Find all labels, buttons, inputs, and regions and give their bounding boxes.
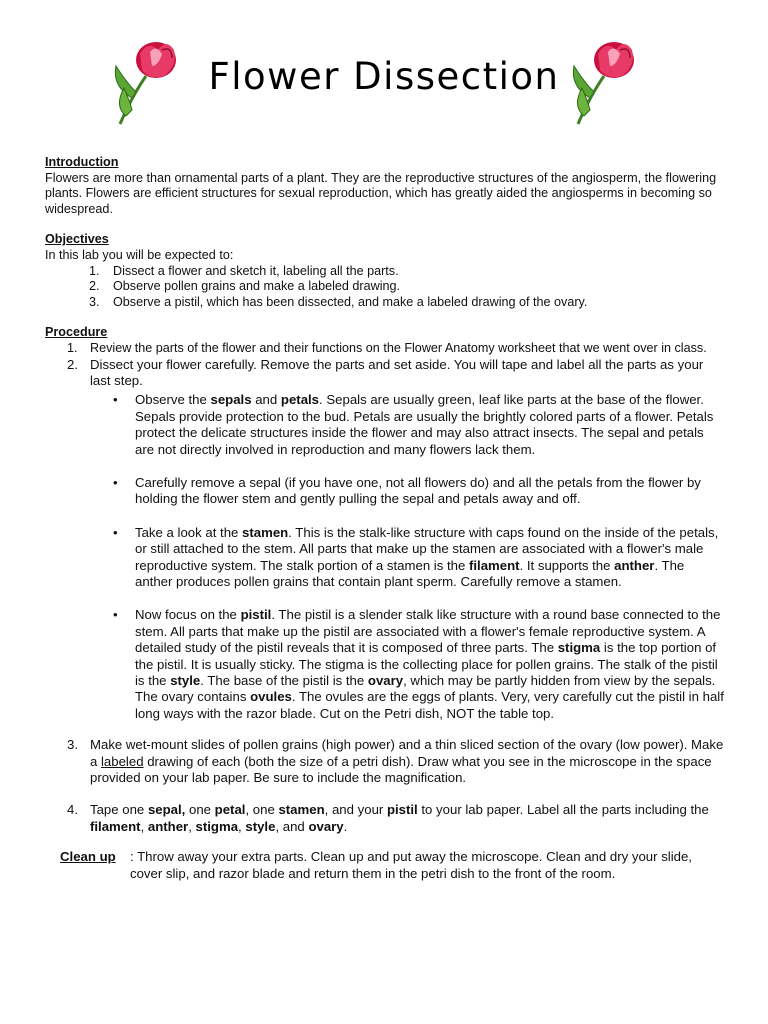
text-run: , and your: [324, 802, 387, 818]
worksheet-body: [45, 155, 725, 882]
term-ovary: ovary: [308, 818, 344, 834]
objectives-lead: In this lab you will be expected to:: [45, 247, 234, 262]
item-number: 3.: [89, 294, 100, 309]
intro-text: Flowers are more than ornamental parts of a plant. They are the reproductive structures of the angiosperm, the flowering plants. Flowers are efficient structures for sexual reproduction, which has greatly aided the angiosperms in becoming so widespread.: [45, 170, 717, 216]
item-number: 1.: [89, 263, 100, 278]
text-run: , one: [245, 802, 279, 818]
bullet-icon: •: [113, 392, 118, 408]
objectives-heading: Objectives: [45, 232, 109, 247]
term-style: style: [245, 818, 276, 834]
text-run: Make wet-mount slides of pollen grains (high power) and a thin sliced section of the ovary (low power). Make a: [90, 737, 724, 769]
step-number: 4.: [67, 802, 78, 818]
term-filament: filament: [469, 557, 520, 573]
procedure-step-2: [45, 357, 725, 390]
bullet-item: [45, 607, 725, 722]
text-run: one: [185, 802, 215, 818]
text-run: .: [343, 818, 348, 834]
term-petal: petal: [214, 802, 246, 818]
text-run: ,: [238, 818, 246, 834]
term-style: style: [170, 673, 201, 689]
text-run: . The anther produces pollen grains that contain plant sperm. Carefully remove a stamen.: [135, 557, 685, 589]
text-run: ,: [188, 818, 196, 834]
bullet-icon: •: [113, 474, 118, 490]
procedure-step-1: [45, 341, 725, 357]
step-number: 3.: [67, 737, 78, 753]
text-run: is the top portion of the pistil. It is usually sticky. The stigma is the collecting place for pollen grains. The stalk of the pistil is the: [135, 640, 718, 689]
text-run: Tape one: [90, 802, 148, 818]
cleanup-section: [45, 849, 725, 882]
term-pistil: pistil: [386, 802, 418, 818]
text-run: . Sepals are usually green, leaf like parts at the base of the flower. Sepals provide protection to the bud. Petals are usually the brightly colored parts of a flower. Petals protect the delicate structures inside the flower and may also attract insects. The sepal and petals are not directly involved in reproduction and many flowers lack them.: [135, 392, 714, 457]
list-item: [45, 264, 725, 280]
item-text: Dissect a flower and sketch it, labeling all the parts.: [113, 263, 399, 278]
item-text: Observe a pistil, which has been dissected, and make a labeled drawing of the ovary.: [113, 294, 588, 309]
bullet-icon: •: [113, 607, 118, 623]
page-title: Flower Dissection: [208, 55, 560, 98]
objectives-section: [45, 232, 725, 310]
text-run: Carefully remove a sepal (if you have one, not all flowers do) and all the petals from the flower by holding the flower stem and gently pulling the sepal and petals away and off.: [135, 474, 701, 507]
term-stamen: stamen: [242, 524, 289, 540]
text-run: Observe the: [135, 392, 211, 408]
bullet-item: [45, 475, 725, 508]
text-run: . The base of the pistil is the: [200, 673, 368, 689]
underlined-word: labeled: [101, 753, 144, 769]
list-item: [45, 295, 725, 311]
text-run: Now focus on the: [135, 607, 241, 623]
procedure-section: [45, 325, 725, 882]
cleanup-text: : Throw away your extra parts. Clean up and put away the microscope. Clean and dry your slide, cover slip, and razor blade and return them in the petri dish to the front of the room.: [130, 849, 692, 881]
text-run: to your lab paper. Label all the parts including the: [417, 802, 709, 818]
bullet-item: [45, 392, 725, 458]
cleanup-label: Clean up: [60, 849, 116, 865]
text-run: . The pistil is a slender stalk like structure with a round base connected to the stem. All parts that make up the pistil are associated with a flower's female reproductive system. A detailed study of the pistil reveals that it is composed of three parts. The: [135, 607, 721, 656]
text-run: . This is the stalk-like structure with caps found on the inside of the petals, or still attached to the stem. All parts that make up the stamen are associated with a flower's male reproductive system. The stalk portion of a stamen is the: [135, 524, 719, 573]
term-stigma: stigma: [557, 640, 601, 656]
bullet-item: [45, 525, 725, 591]
item-text: Observe pollen grains and make a labeled drawing.: [113, 279, 401, 294]
intro-heading: Introduction: [45, 155, 119, 169]
step-text: Review the parts of the flower and their functions on the Flower Anatomy worksheet that we went over in class.: [90, 340, 707, 355]
list-item: [45, 279, 725, 295]
text-run: . The ovules are the eggs of plants. Very, very carefully cut the pistil in half long ways with the razor blade. Cut on the Petri dish, NOT the table top.: [135, 689, 724, 721]
step-number: 1.: [67, 340, 78, 355]
term-ovary: ovary: [367, 673, 404, 689]
term-sepals: sepals: [210, 392, 252, 408]
step-number: 2.: [67, 356, 78, 372]
term-petals: petals: [280, 392, 320, 408]
text-run: , which may be partly hidden from view by the sepals. The ovary contains: [135, 673, 716, 705]
term-pistil: pistil: [240, 607, 272, 623]
procedure-bullets: [45, 392, 725, 722]
item-number: 2.: [89, 279, 100, 294]
objectives-list: [45, 264, 725, 311]
term-filament: filament: [90, 818, 141, 834]
term-stigma: stigma: [195, 818, 239, 834]
intro-section: [45, 155, 725, 217]
bullet-icon: •: [113, 524, 118, 540]
text-run: . It supports the: [519, 557, 615, 573]
procedure-step-4: [45, 802, 725, 835]
text-run: Take a look at the: [135, 524, 243, 540]
text-run: ,: [140, 818, 148, 834]
term-anther: anther: [147, 818, 189, 834]
text-run: drawing of each (both the size of a petri dish). Draw what you see in the microscope in the space provided on your lab paper. Be sure to include the magnification.: [90, 753, 712, 786]
term-sepal: sepal,: [147, 802, 186, 818]
procedure-step-3: [45, 737, 725, 786]
term-stamen: stamen: [278, 802, 325, 818]
text-run: , and: [275, 818, 309, 834]
procedure-heading: Procedure: [45, 325, 108, 340]
term-ovules: ovules: [250, 689, 292, 705]
term-anther: anther: [614, 557, 655, 573]
text-run: and: [251, 392, 281, 408]
step-text: Dissect your flower carefully. Remove the parts and set aside. You will tape and label all the parts as your last step.: [90, 356, 704, 388]
